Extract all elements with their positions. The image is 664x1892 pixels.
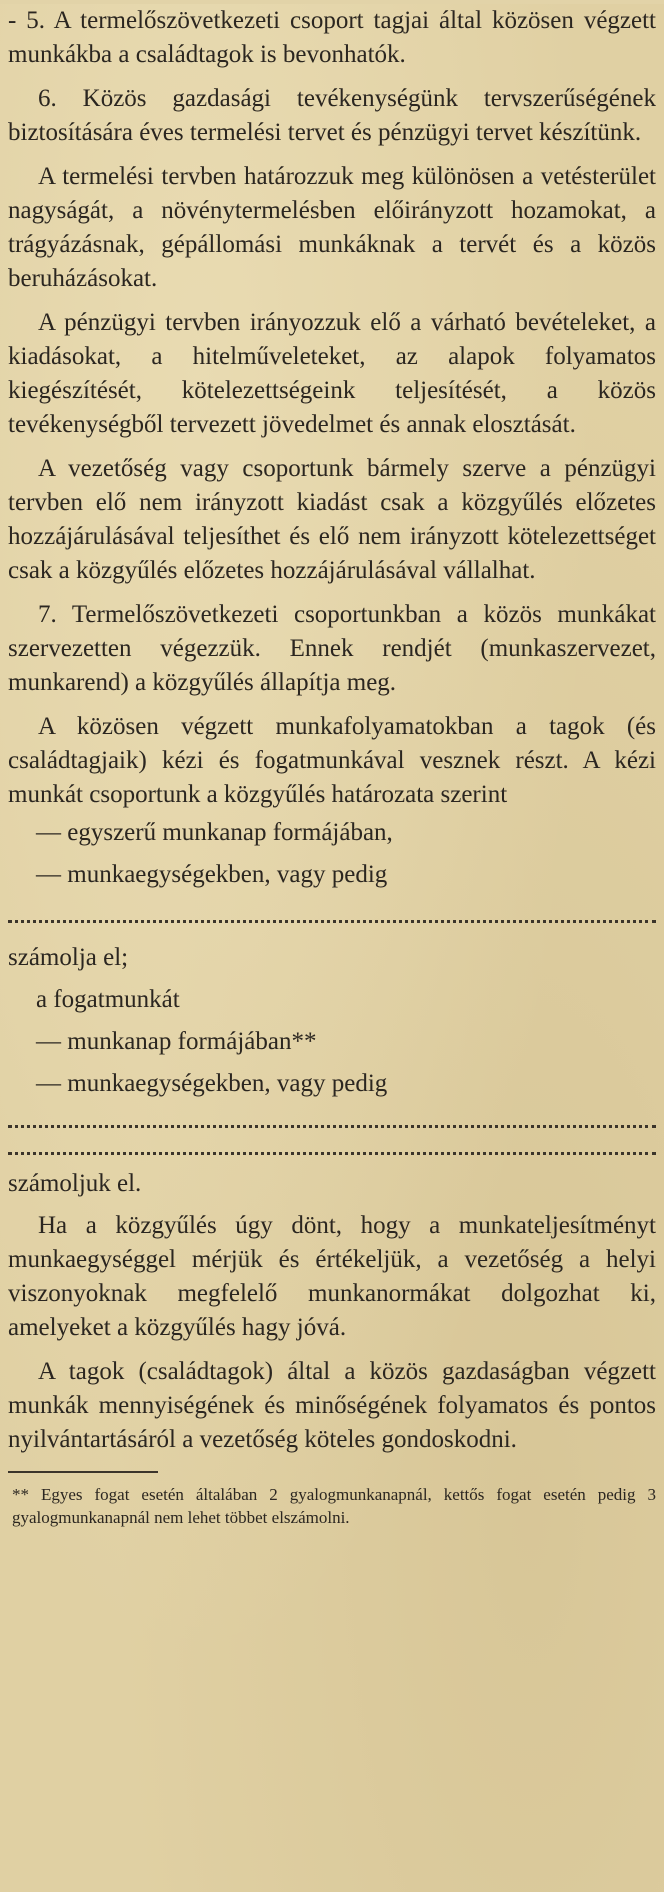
paragraph-leadership-expenses: A vezetőség vagy csoportunk bármely szerve a pénzügyi tervben elő nem irányzott kiadást csak a közgyűlés előzetes hozzájárulásával teljesíthet és elő nem irányzott kötelezettséget csak a közgyűlés előzetes hozzájárulásával vállalhat. <box>8 455 656 584</box>
paragraph-financial-plan: A pénzügyi tervben irányozzuk elő a várható bevételeket, a kiadásokat, a hitelműveleteket, az alapok folyamatos kiegészítését, kötelezettségeink teljesítését, a közös tevékenységből tervezett jövedelmet és annak elosztását. <box>8 309 656 438</box>
document-body <box>8 4 656 1457</box>
paragraph-production-plan: A termelési tervben határozzuk meg különösen a vetésterület nagyságát, a növénytermelésben előirányzott hozamokat, a trágyázásnak, gépállomási munkáknak a tervét és a közös beruházásokat. <box>8 163 656 292</box>
document-page <box>0 4 664 1892</box>
paragraph-6: 6. Közös gazdasági tevékenységünk tervszerűségének biztosítására éves termelési tervet és pénzügyi tervet készítünk. <box>8 85 656 146</box>
dotted-fill-line <box>8 1109 656 1128</box>
list-item-manual-units: — munkaegységekben, vagy pedig <box>36 861 388 888</box>
list-item-fogat-workday: — munkanap formájában** <box>36 1028 317 1055</box>
footnote: ** Egyes fogat esetén általában 2 gyalogmunkanapnál, kettős fogat esetén pedig 3 gyalogmunkanapnál nem lehet többet elszámolni. <box>12 1485 656 1527</box>
paragraph-work-records: A tagok (családtagok) által a közös gazdaságban végzett munkák mennyiségének és minőségének folyamatos és pontos nyilvántartásáról a vezetőség köteles gondoskodni. <box>8 1358 656 1453</box>
paragraph-work-norms: Ha a közgyűlés úgy dönt, hogy a munkateljesítményt munkaegységgel mérjük és értékeljük, a vezetőség a helyi viszonyoknak megfelelő munkanormákat dolgozhat ki, amelyeket a közgyűlés hagy jóvá. <box>8 1212 656 1341</box>
list-item-fogat-units: — munkaegységekben, vagy pedig <box>36 1070 388 1097</box>
paragraph-manual-work: A közösen végzett munkafolyamatokban a tagok (és családtagjaik) kézi és fogatmunkával vesznek részt. A kézi munkát csoportunk a közgyűlés határozata szerint <box>8 713 656 808</box>
text-szamoljuk-el: számoljuk el. <box>8 1170 142 1197</box>
paragraph-5: - 5. A termelőszövetkezeti csoport tagjai által közösen végzett munkákba a családtagok is bevonhatók. <box>8 7 656 68</box>
dotted-fill-line <box>8 1136 656 1155</box>
text-fogatmunkat: a fogatmunkát <box>36 986 180 1013</box>
list-item-manual-workday: — egyszerű munkanap formájában, <box>36 819 393 846</box>
paragraph-7: 7. Termelőszövetkezeti csoportunkban a közös munkákat szervezetten végezzük. Ennek rendjét (munkaszervezet, munkarend) a közgyűlés állapítja meg. <box>8 601 656 696</box>
text-szamolja-el: számolja el; <box>8 944 129 971</box>
footnote-separator <box>8 1471 158 1473</box>
dotted-fill-line <box>8 904 656 923</box>
